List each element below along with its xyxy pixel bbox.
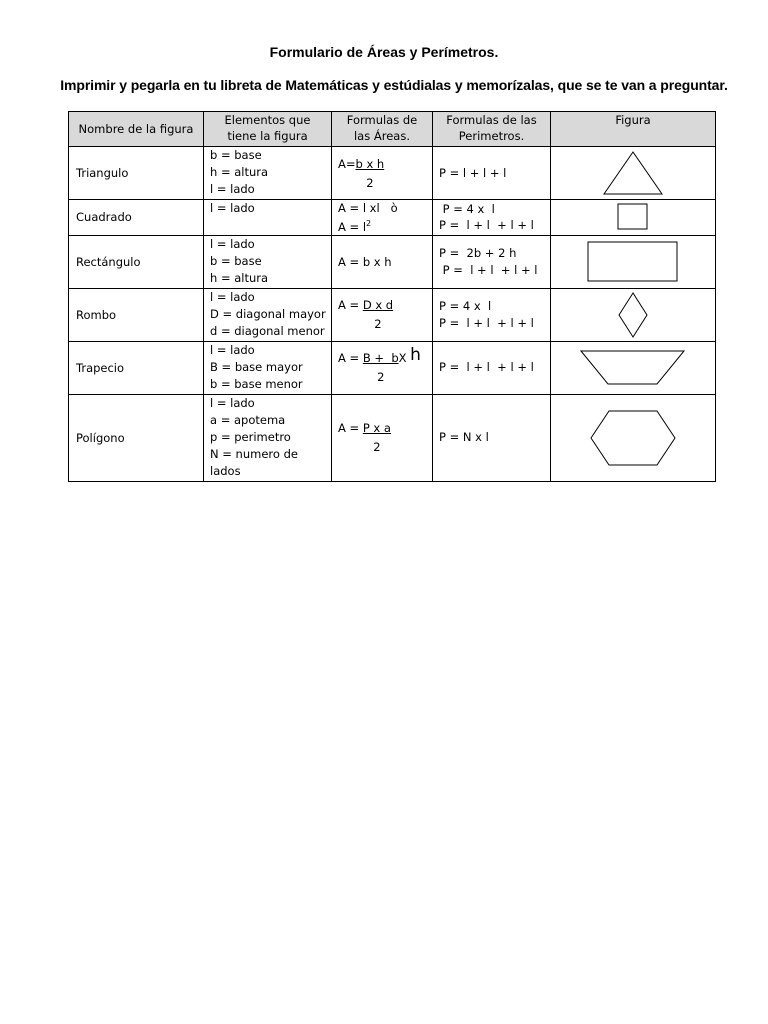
perimeter-line: P = 2b + 2 h [439, 245, 517, 260]
area-times: X [398, 351, 407, 366]
row-area-triangulo [332, 147, 433, 200]
header-elements-line2: tiene la figura [227, 129, 308, 143]
area-denominator: 2 [366, 175, 374, 190]
area-prefix: A = [338, 298, 360, 313]
area-fraction [363, 420, 391, 455]
row-elements-trapecio [204, 341, 332, 394]
area-base: A = l [338, 219, 367, 234]
area-prefix: A= [338, 156, 356, 171]
row-area-rombo [332, 288, 433, 341]
row-figure-rectangulo [551, 235, 716, 288]
row-name-rectangulo: Rectángulo [69, 235, 204, 288]
hexagon-icon [589, 410, 677, 466]
element-item: l = lado [210, 236, 255, 251]
element-item: N = numero de [210, 446, 298, 461]
row-perimeter-rombo [433, 288, 551, 341]
area-prefix: A = [338, 351, 360, 366]
row-figure-cuadrado [551, 200, 716, 236]
page-subtitle: Imprimir y pegarla en tu libreta de Matemáticas y estúdialas y memorízalas, que se te van a preguntar. [60, 77, 728, 93]
perimeter-line: P = l + l + l + l [439, 360, 534, 375]
area-height: h [410, 345, 421, 366]
row-name-triangulo: Triangulo [69, 147, 204, 200]
header-elements-line1: Elementos que [224, 113, 311, 127]
area-fraction [363, 297, 393, 332]
area-line-squared [338, 216, 432, 235]
row-name-poligono: Polígono [69, 394, 204, 481]
table-row [69, 147, 716, 200]
header-areas [332, 112, 433, 147]
element-item: l = lado [210, 342, 255, 357]
element-item: h = altura [210, 270, 269, 285]
area-denominator: 2 [373, 440, 381, 455]
element-item: a = apotema [210, 412, 286, 427]
element-item: l = lado [210, 289, 255, 304]
header-name [69, 112, 204, 147]
table-row [69, 394, 716, 481]
row-elements-triangulo [204, 147, 332, 200]
row-area-rectangulo: A = b x h [332, 235, 433, 288]
area-fraction [363, 350, 399, 385]
header-perimeters [433, 112, 551, 147]
header-perims-line2: Perimetros. [458, 129, 525, 143]
element-item: d = diagonal menor [210, 323, 325, 338]
area-denominator: 2 [377, 370, 385, 385]
area-prefix: A = [338, 421, 360, 436]
element-item: b = base [210, 253, 262, 268]
table-header-row [69, 112, 716, 147]
element-item: lados [210, 463, 241, 478]
table-row [69, 200, 716, 236]
row-figure-trapecio [551, 341, 716, 394]
triangle-icon [602, 150, 664, 196]
perimeter-line: P = 4 x l [439, 298, 492, 313]
header-areas-line2: las Áreas. [353, 129, 410, 143]
element-item: b = base menor [210, 376, 303, 391]
element-item: h = altura [210, 165, 269, 179]
area-line: A = l xl ò [338, 201, 398, 215]
header-areas-line1: Formulas de [346, 113, 418, 127]
row-figure-rombo [551, 288, 716, 341]
table-row [69, 288, 716, 341]
row-elements-rectangulo [204, 235, 332, 288]
row-elements-rombo [204, 288, 332, 341]
area-numerator: b x h [355, 156, 385, 171]
area-numerator: P x a [362, 421, 391, 436]
area-numerator: D x d [362, 298, 394, 313]
perimeter-line: P = l + l + l + l [439, 262, 538, 277]
row-area-cuadrado [332, 200, 433, 236]
table-row [69, 235, 716, 288]
element-item: p = perimetro [210, 429, 291, 444]
area-numerator: B + b [362, 351, 399, 366]
element-item: l = lado [210, 182, 255, 196]
row-elements-poligono [204, 394, 332, 481]
row-name-trapecio: Trapecio [69, 341, 204, 394]
element-item: B = base mayor [210, 359, 303, 374]
element-item: l = lado [210, 395, 255, 410]
table-row [69, 341, 716, 394]
perimeter-line: P = N x l [439, 430, 489, 445]
header-figure [551, 112, 716, 147]
row-perimeter-trapecio [433, 341, 551, 394]
area-exponent: 2 [366, 219, 372, 228]
perimeter-line: P = l + l + l + l [439, 218, 534, 233]
row-area-trapecio [332, 341, 433, 394]
row-perimeter-rectangulo [433, 235, 551, 288]
row-figure-poligono [551, 394, 716, 481]
element-item: b = base [210, 148, 262, 162]
row-name-rombo: Rombo [69, 288, 204, 341]
perimeter-line: P = l + l + l + l [439, 315, 534, 330]
element-item: D = diagonal mayor [210, 306, 326, 321]
row-perimeter-cuadrado [433, 200, 551, 236]
row-elements-cuadrado [204, 200, 332, 236]
header-elements [204, 112, 332, 147]
square-icon [617, 203, 649, 231]
header-perims-line1: Formulas de las [446, 113, 537, 127]
row-perimeter-poligono [433, 394, 551, 481]
page-title: Formulario de Áreas y Perímetros. [269, 44, 499, 60]
row-name-cuadrado: Cuadrado [69, 200, 204, 236]
rectangle-icon [587, 241, 679, 283]
area-fraction [356, 156, 385, 191]
trapezoid-icon [580, 350, 686, 386]
row-figure-triangulo [551, 147, 716, 200]
header-name-text: Nombre de la figura [78, 122, 194, 136]
header-figure-text: Figura [615, 113, 651, 127]
perimeter-line: P = l + l + l [439, 165, 507, 180]
rhombus-icon [617, 292, 649, 338]
formulas-table [68, 111, 716, 482]
row-perimeter-triangulo [433, 147, 551, 200]
element-item: l = lado [210, 201, 255, 215]
area-denominator: 2 [374, 317, 382, 332]
row-area-poligono [332, 394, 433, 481]
perimeter-line: P = 4 x l [439, 202, 495, 217]
